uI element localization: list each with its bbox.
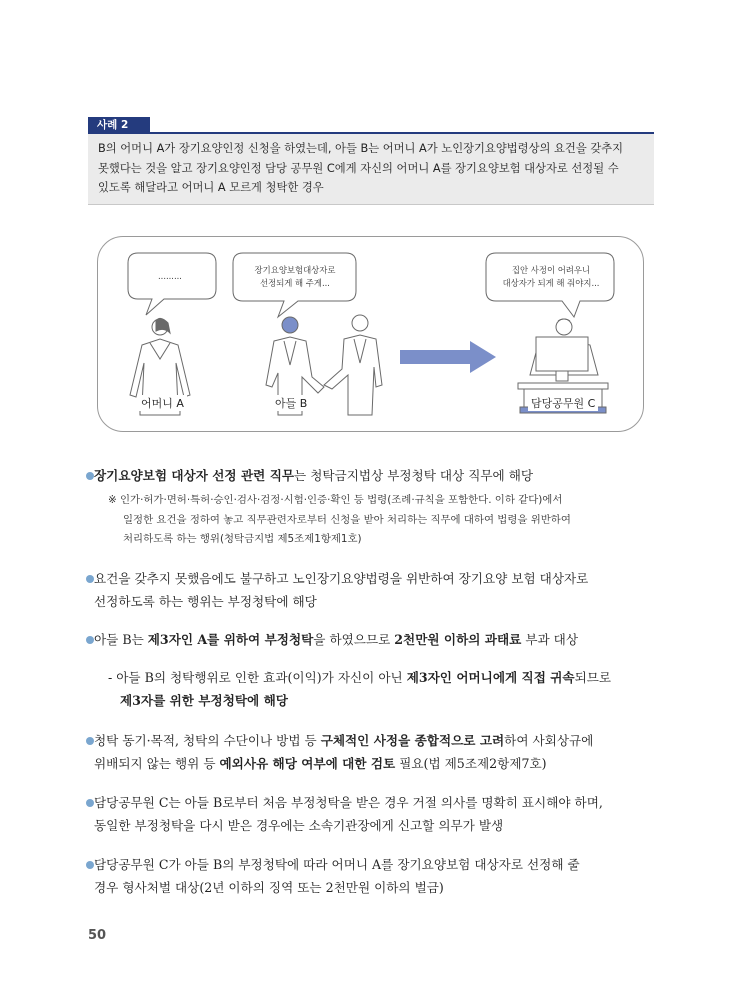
item-3-sub-text: 되므로 [574,670,612,685]
item-5 [94,792,603,837]
item-6 [94,854,580,899]
item-3-emphasis: 제3자인 A를 위하여 부정청탁 [147,632,314,647]
item-1-note [108,491,571,550]
bullet-icon [86,799,94,807]
item-3 [94,629,578,652]
note-line: 처리하도록 하는 행위(청탁금지법 제5조제1항제1호) [123,533,362,545]
official-bubble-text [493,264,609,290]
mother-bubble-text: ......... [158,271,182,281]
item-1-emphasis: 장기요양보험 대상자 선정 관련 직무 [94,468,295,483]
item-2-line: 요건을 갖추지 못했음에도 불구하고 노인장기요양법령을 위반하여 장기요양 보험 대상자로 [94,571,589,586]
item-6-line: 경우 형사처벌 대상(2년 이하의 징역 또는 2천만원 이하의 벌금) [94,879,444,895]
item-4-text: 위배되지 않는 행위 등 [94,755,220,771]
item-4-text: 하여 사회상규에 [504,733,594,748]
case-line: 있도록 해달라고 어머니 A 모르게 청탁한 경우 [98,181,324,194]
item-4-emphasis: 예외사유 해당 여부에 대한 검토 [219,755,396,771]
case-line: 못했다는 것을 알고 장기요양인정 담당 공무원 C에게 자신의 어머니 A를 장기요양보험 대상자로 선정될 수 [98,161,619,175]
mother-speech-bubble [128,253,216,315]
item-2-line: 선정하도록 하는 행위는 부정청탁에 해당 [94,593,317,609]
official-label: 담당공무원 C [528,395,598,411]
item-3-text: 부과 대상 [521,632,578,647]
son-bubble-line: 선정되게 해 주게... [260,278,330,288]
case-illustration [97,236,644,432]
item-4-text: 청탁 동기·목적, 청탁의 수단이나 방법 등 [94,733,321,748]
item-1 [94,465,533,488]
item-3-sub-emphasis: 제3자인 어머니에게 직접 귀속 [406,670,575,685]
official-bubble-line: 대상자가 되게 해 줘야지... [502,278,600,288]
item-5-line: 담당공무원 C는 아들 B로부터 처음 부정청탁을 받은 경우 거절 의사를 명확히 표시해야 하며, [94,795,603,810]
item-3-sub-text: - 아들 B의 청탁행위로 인한 효과(이익)가 자신이 아닌 [108,670,407,685]
official-standing-figure [324,315,382,415]
bullet-icon [86,472,94,480]
bullet-icon [86,737,94,745]
item-3-text: 을 하였으므로 [313,632,395,647]
item-3-sub-emphasis: 제3자를 위한 부정청탁에 해당 [120,692,288,708]
son-bubble-text [240,264,350,290]
item-6-line: 담당공무원 C가 아들 B의 부정청탁에 따라 어머니 A를 장기요양보험 대상자로 선정해 줄 [94,857,580,872]
item-4-text: 필요(법 제5조제2항제7호) [395,755,547,771]
case-tag: 사례 2 [88,117,150,133]
note-line: 일정한 요건을 정하여 놓고 직무관련자로부터 신청을 받아 처리하는 직무에 대하여 법령을 위반하여 [123,513,571,526]
item-3-emphasis: 2천만원 이하의 과태료 [394,632,522,647]
son-bubble-line: 장기요양보험대상자로 [254,265,336,275]
item-2 [94,568,588,613]
item-5-line: 동일한 부정청탁을 다시 받은 경우에는 소속기관장에게 신고할 의무가 발생 [94,817,504,833]
note-line: ※ 인가·허가·면허·특허·승인·검사·검정·시험·인증·확인 등 법령(조례·규칙을 포함한다. 이하 같다)에서 [108,494,563,506]
item-4 [94,730,593,775]
arrow-icon [400,341,496,373]
case-line: B의 어머니 A가 장기요양인정 신청을 하였는데, 아들 B는 어머니 A가 노인장기요양법령상의 요건을 갖추지 [98,142,624,155]
case-description [88,134,654,205]
mother-label: 어머니 A [138,395,187,411]
item-3-text: 아들 B는 [94,632,148,647]
bullet-icon [86,636,94,644]
son-label: 아들 B [272,395,310,411]
item-3-sub [108,667,611,712]
bullet-icon [86,861,94,869]
page-number: 50 [88,928,107,943]
item-1-text: 는 청탁금지법상 부정청탁 대상 직무에 해당 [294,468,534,483]
bullet-icon [86,575,94,583]
official-bubble-line: 집안 사정이 어려우니 [511,265,591,275]
item-4-emphasis: 구체적인 사정을 종합적으로 고려 [320,733,505,748]
